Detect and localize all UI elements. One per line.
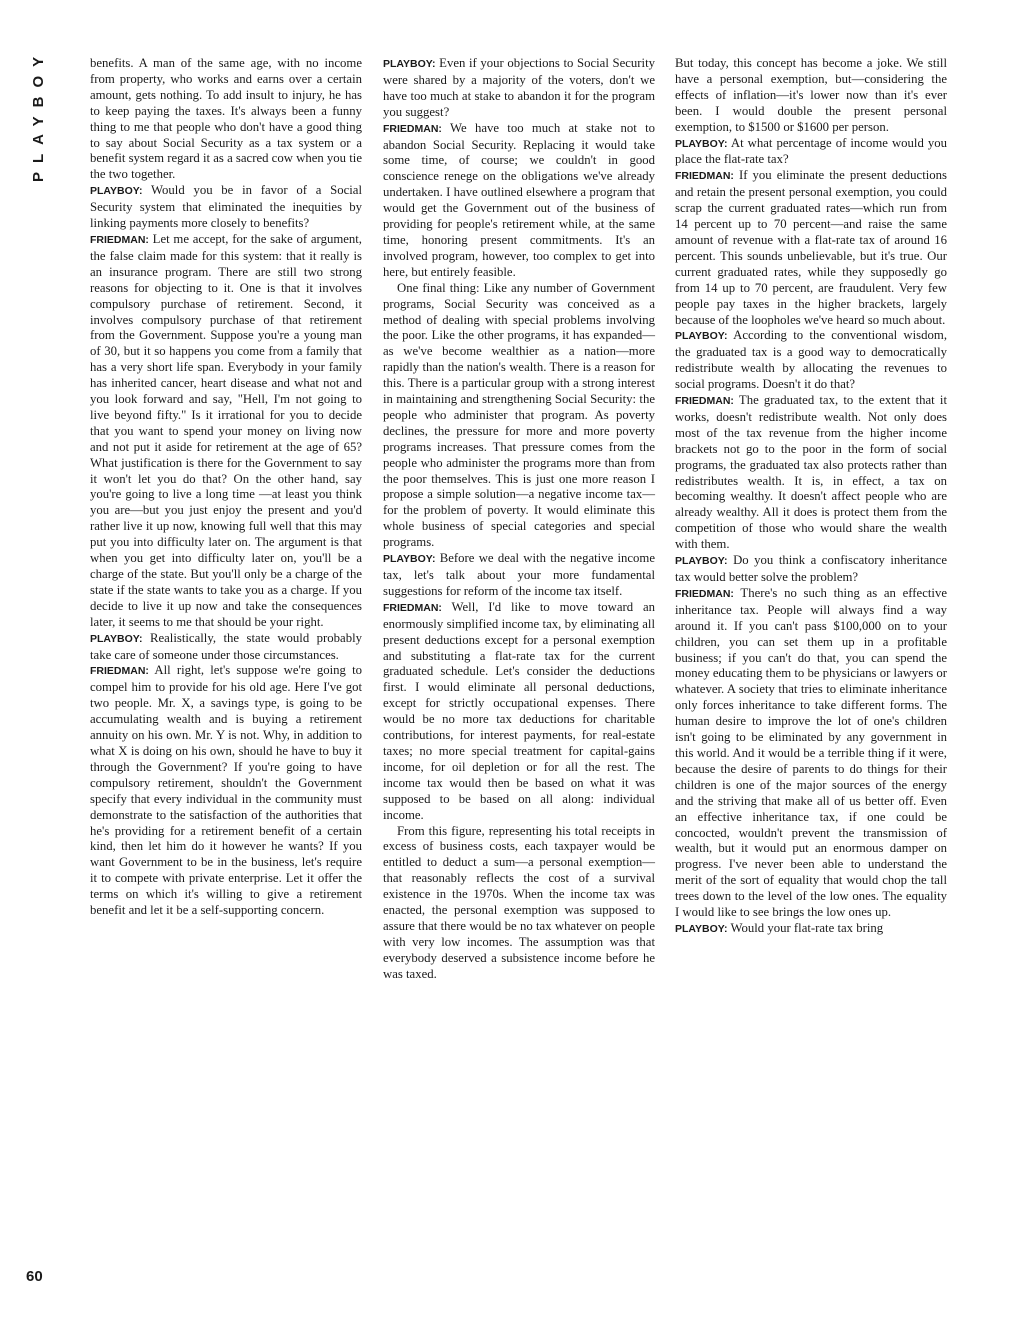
text-column-3 [675,56,947,938]
speaker-label: PLAYBOY: [675,137,728,150]
speaker-label: PLAYBOY: [675,922,728,935]
question-paragraph [383,551,655,600]
speaker-label: FRIEDMAN: [90,665,149,678]
paragraph-text: Before we deal with the negative income tax, let's talk about your more fundamental suggestions for reform of the income tax itself. [383,551,656,598]
paragraph-text: Realistically, the state would probably take care of someone under those circumstances. [90,630,362,662]
body-paragraph [383,824,655,983]
speaker-label: FRIEDMAN: [383,601,442,614]
answer-paragraph [675,586,947,921]
paragraph-text: Even if your objections to Social Security were shared by a majority of the voters, don't we have too much at stake to abandon it for the program you suggest? [383,56,655,119]
paragraph-text: Let me accept, for the sake of argument, the false claim made for this system: that it really is an insurance program. There are still two strong reasons for objecting to it. One is that it involves compulsory purchase of retirement. Second, it involves compulsory purchase of that retirement from the Government. Suppose you're a young man of 30, but it so happens you come from a family that has a very short life span. Everybody in your family has inherited cancer, heart disease and what not and you look forward and say, "Hell, I'm not going to live beyond fifty." Is it irrational for you to decide that you want to spend your money on living now and not put it aside for retirement at the age of 65? What justification is there for the Government to say it won't let you do that? On the other hand, say you're going to live a long time —at least you think you are—but you just enjoy the present and you'd rather live it up now, knowing full well that this may put you into difficulty later on. The argument is that when you get into difficulty later on, you'll be a charge of the state. But you'll only be a charge of the state if the state wants to take you as a charge. If you decide to live it up now and take the consequences later, it seems to me that should be your right. [90,231,362,629]
question-paragraph [90,183,362,232]
paragraph-text: We have too much at stake not to abandon Social Security. Replacing it would take some time, of course; we couldn't in good conscience renege on the obligations we've already undertaken. I have outlined elsewhere a program that would get the Government out of the business of providing for people's retirement while, at the same time, honoring present commitments. It's an involved program, however, too complex to get into here, but entirely feasible. [383,120,655,279]
page-number: 60 [26,1268,43,1285]
answer-paragraph [90,663,362,919]
body-paragraph [383,281,655,551]
text-column-2 [383,56,655,983]
answer-paragraph [383,600,655,824]
question-paragraph [383,56,655,121]
speaker-label: FRIEDMAN: [675,170,734,183]
paragraph-text: According to the conventional wisdom, the graduated tax is a good way to democratically redistribute wealth by allocating the revenues to social programs. Doesn't it do that? [675,328,948,392]
question-paragraph [675,328,947,393]
speaker-label: PLAYBOY: [383,58,436,70]
paragraph-text: The graduated tax, to the extent that it works, doesn't redistribute wealth. Not only does most of the tax revenue from the higher income brackets not go to the poor in the form of social programs, the graduated tax also protects rather than redistributes wealth. It is, in effect, a tax on becoming wealthy. It doesn't affect people who are already wealthy. All it does is protect them from the competition of those who would share the wealth with them. [675,393,948,552]
paragraph-text: If you eliminate the present deductions and retain the present personal exemption, you could scrap the current graduated rates—which run from 14 percent up to 70 percent—and raise the same amount of revenue with a flat-rate tax of around 16 percent. This sounds unbelievable, but it's true. Our current graduated rates, while they supposedly go from 14 up to 70 percent, are fraudulent. Very few people pay taxes in the higher brackets, largely because of the loopholes we've heard so much about. [675,168,947,327]
paragraph-text: But today, this concept has become a joke. We still have a personal exemption, but—considering the effects of inflation—it's lower now than it's ever been. I would double the present personal exemption, to $1500 or $1600 per person. [675,56,947,134]
speaker-label: PLAYBOY: [383,553,436,566]
paragraph-text: Would your flat-rate tax bring [730,920,884,935]
magazine-title: PLAYBOY [30,48,47,183]
paragraph-text: At what percentage of income would you place the flat-rate tax? [675,135,947,167]
paragraph-text: Do you think a confiscatory inheritance tax would better solve the problem? [675,553,947,584]
text-column-1 [90,56,362,919]
answer-paragraph [675,168,947,328]
speaker-label: FRIEDMAN: [383,122,442,135]
answer-paragraph [675,393,947,553]
body-paragraph [90,56,362,183]
paragraph-text: From this figure, representing his total receipts in excess of business costs, each taxpayer would be entitled to deduct a sum—a personal exemption—that reasonably reflects the cost of a survival existence in the 1970s. When the income tax was enacted, the personal exemption was supposed to assure that there would be no tax whatever on people with very low incomes. The assumption was that everybody deserved a subsistence income before he was taxed. [383,823,655,981]
question-paragraph [675,136,947,169]
speaker-label: FRIEDMAN: [90,233,149,246]
question-paragraph [675,553,947,586]
question-paragraph [675,921,947,938]
speaker-label: PLAYBOY: [675,555,728,568]
speaker-label: PLAYBOY: [90,185,143,198]
answer-paragraph [383,121,655,281]
paragraph-text: benefits. A man of the same age, with no income from property, who works and earns over a certain amount, gets nothing. To add insult to injury, he has to keep paying the taxes. It's always been a funny thing to me that people who don't have a good thing to say about Social Security as a tax system or a benefit system regard it as a sacred cow when you tie the two together. [90,56,362,182]
paragraph-text: Would you be in favor of a Social Security system that eliminated the inequities by linking payments more closely to benefits? [90,183,362,231]
body-paragraph [675,56,947,136]
paragraph-text: One final thing: Like any number of Government programs, Social Security was conceived as a method of dealing with special problems involving the poor. Like the other programs, it has expanded—as we've become wealthier as a nation—more rapidly than the nation's wealth. There is a reason for this. There is a particular group with a strong interest in maintaining and strengthening Social Security: the people who administer that program. As poverty declines, the pressure for more and more poverty programs increases. That pressure comes from the people who administer the programs more than from the poor themselves. This is just one more reason I propose a simple solution—a negative income tax—for the problem of poverty. It would eliminate this whole business of special categories and special programs. [383,280,655,550]
question-paragraph [90,631,362,664]
speaker-label: PLAYBOY: [90,632,143,645]
speaker-label: FRIEDMAN: [675,587,734,600]
paragraph-text: There's no such thing as an effective inheritance tax. People will always find a way around it. If you can't pass $100,000 on to your children, you can set them up in a profitable business; if you can't do that, you can spend the money educating them to be physicians or lawyers or whatever. A society that tries to eliminate inheritance only forces inheritance to take different forms. The human desire to improve the lot of one's children isn't going to be eliminated by any government in this world. And it would be a terrible thing if it were, because the desire of parents to do things for their children is one of the major sources of the energy and the striving that make all of us better off. Even an effective inheritance tax, if one could be concocted, wouldn't prevent the transmission of wealth, but it would put an enormous damper on progress. I've never been able to understand the merit of the sort of equality that would chop the tall trees down to the level of the low ones. The equality I would like to see brings the low ones up. [675,585,947,920]
paragraph-text: Well, I'd like to move toward an enormously simplified income tax, by eliminating all present deductions except for a personal exemption and substituting a flat-rate tax for the current graduated schedule. Let's consider the deductions first. I would eliminate all personal deductions, except for strictly occupational expenses. There would be no more tax deductions for charitable contributions, for interest payments, for real-estate taxes; no more special treatment for capital-gains income, for oil depletion or for all the rest. The income tax would then be based on what it was supposed to be based on all along: individual income. [383,599,655,822]
speaker-label: PLAYBOY: [675,330,728,343]
answer-paragraph [90,232,362,631]
speaker-label: FRIEDMAN: [675,395,734,408]
paragraph-text: All right, let's suppose we're going to compel him to provide for his old age. Here I've got two people. Mr. X, a savings type, is going to be accumulating wealth and is buying a retirement annuity on his own. Mr. Y is not. Why, in addition to what X is doing on his own, should he have to buy it through the Government? If you're going to have compulsory retirement, shouldn't the Government specify that every individual in the community must demonstrate to the satisfaction of the authorities that he's providing for a retirement benefit of a certain kind, then let him do it however he wants? If you want Government to be in the business, let's require it to compete with private enterprise. Let it offer the terms on which it's willing to give a retirement benefit and let it be a self-supporting concern. [90,663,362,918]
